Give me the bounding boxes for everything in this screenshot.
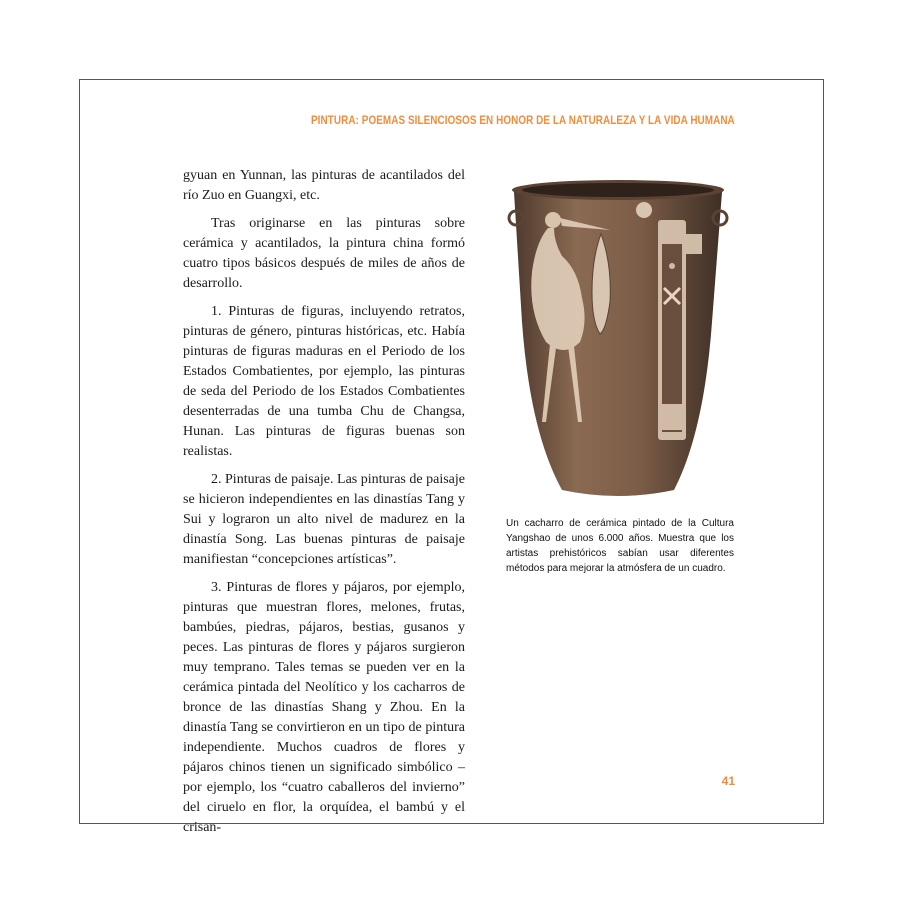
page-frame (79, 79, 824, 835)
paragraph: gyuan en Yunnan, las pinturas de acantilados del río Zuo en Guangxi, etc. (183, 168, 465, 203)
running-header: PINTURA: POEMAS SILENCIOSOS EN HONOR DE LA NATURALEZA Y LA VIDA HUMANA (311, 115, 735, 127)
painted-pottery-image (506, 172, 730, 506)
paragraph: Tras originarse en las pinturas sobre cerámica y acantilados, la pintura china formó cuatro tipos básicos después de miles de años de desarrollo. (183, 216, 465, 291)
paragraph: 1. Pinturas de figuras, incluyendo retratos, pinturas de género, pinturas históricas, etc. Había pinturas de figuras maduras en el Periodo de los Estados Combatientes, por ejemplo, las pinturas de seda del Periodo de los Estados Combatientes desenterradas de una tumba Chu de Changsa, Hunan. Las pinturas de figuras buenas son realistas. (183, 304, 465, 459)
page-number: 41 (721, 774, 735, 788)
paragraph: 3. Pinturas de flores y pájaros, por ejemplo, pinturas que muestran flores, melones, frutas, bambúes, piedras, pájaros, bestias, gusanos y peces. Las pinturas de flores y pájaros surgieron muy temprano. Tales temas se pueden ver en la cerámica pintada del Neolítico y los cacharros de bronce de las dinastías Shang y Zhou. En la dinastía Tang se convirtieron en un tipo de pintura independiente. Muchos cuadros de flores y pájaros chinos tienen un significado simbólico –por ejemplo, los “cuatro caballeros del invierno” del ciruelo en flor, la orquídea, el bambú y el crisan- (183, 580, 465, 835)
text-column (183, 166, 465, 846)
paragraph: 2. Pinturas de paisaje. Las pinturas de paisaje se hicieron independientes en las dinastías Tang y Sui y lograron un alto nivel de madurez en la dinastía Song. Las buenas pinturas de paisaje manifiestan “concepciones artísticas”. (183, 472, 465, 567)
figure-caption: Un cacharro de cerámica pintado de la Cultura Yangshao de unos 6.000 años. Muestra que los artistas prehistóricos sabían usar diferentes métodos para mejorar la atmósfera de un cuadro. (506, 518, 734, 574)
